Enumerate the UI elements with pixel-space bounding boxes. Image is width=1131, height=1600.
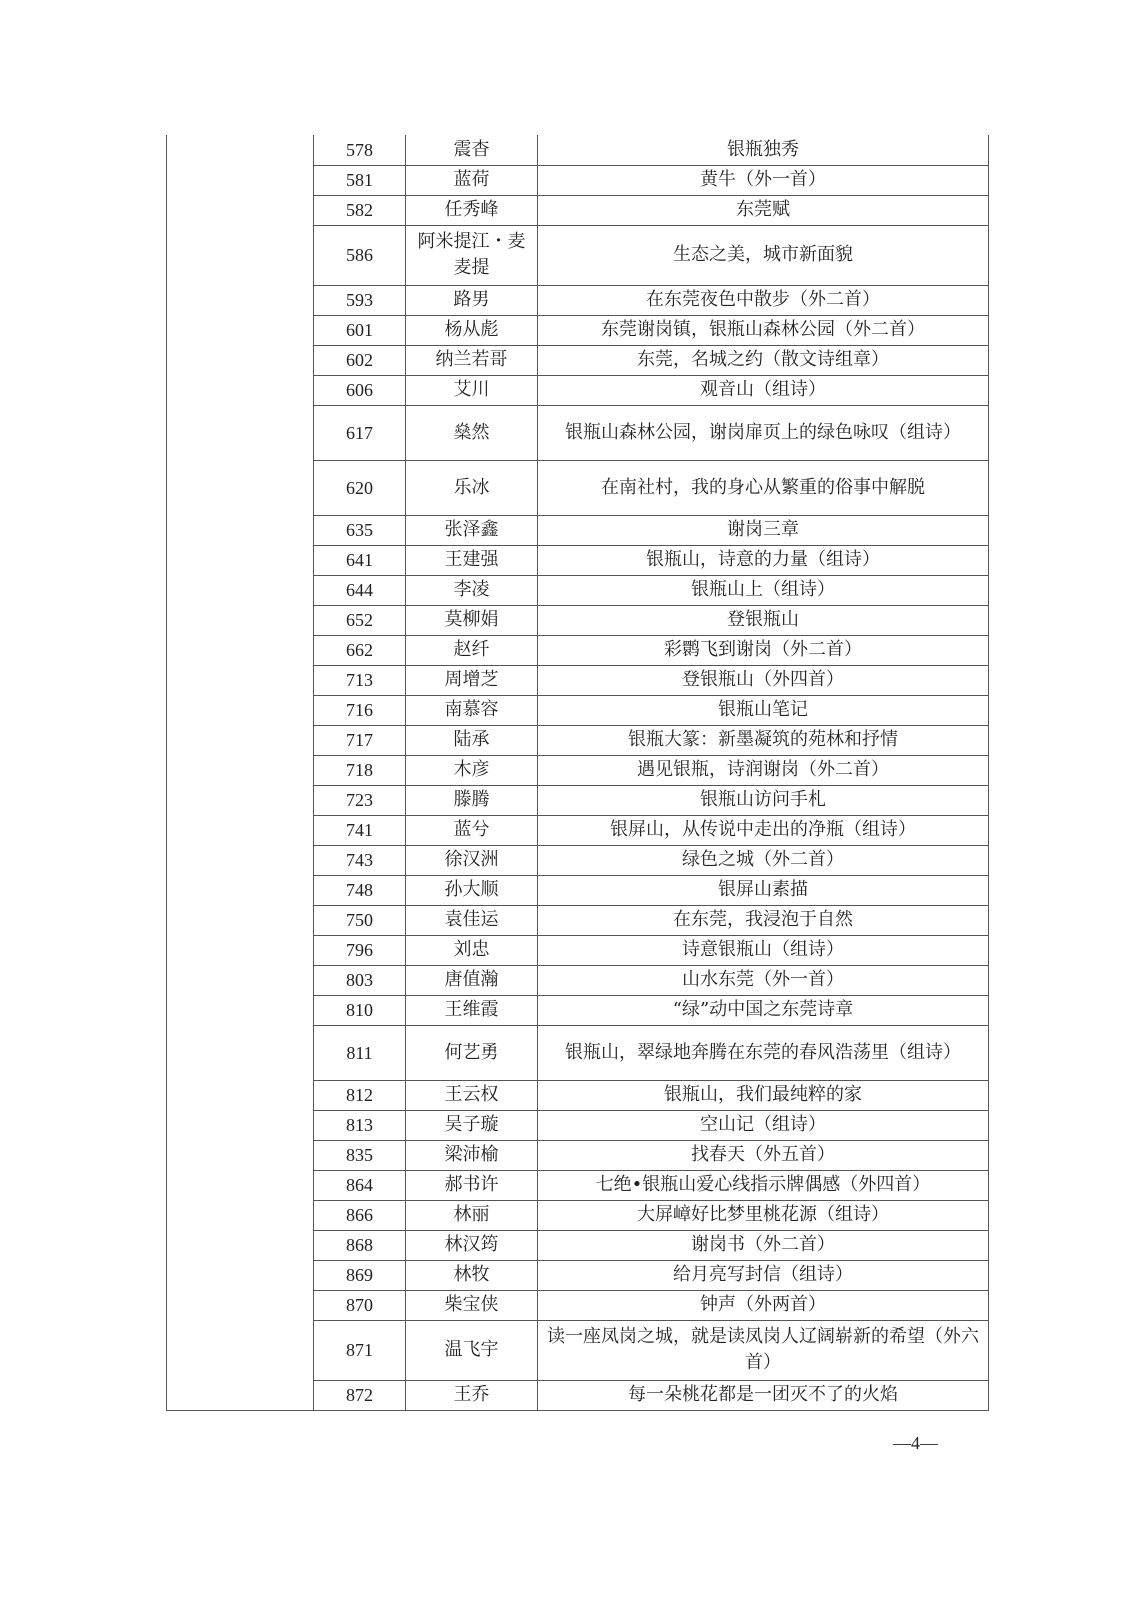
entry-author: 蓝兮 xyxy=(406,815,538,845)
entry-number: 812 xyxy=(314,1080,406,1110)
entry-author: 吴子璇 xyxy=(406,1110,538,1140)
entry-author: 南慕容 xyxy=(406,695,538,725)
entry-author: 王云权 xyxy=(406,1080,538,1110)
entry-title: 在南社村，我的身心从繁重的俗事中解脱 xyxy=(538,460,989,515)
entry-number: 662 xyxy=(314,635,406,665)
entry-title: 钟声（外两首） xyxy=(538,1290,989,1320)
entry-author: 杨从彪 xyxy=(406,315,538,345)
entry-number: 641 xyxy=(314,545,406,575)
entry-number: 811 xyxy=(314,1025,406,1080)
entry-title: 银瓶山，我们最纯粹的家 xyxy=(538,1080,989,1110)
entry-number: 723 xyxy=(314,785,406,815)
entry-number: 601 xyxy=(314,315,406,345)
entry-title: 银瓶独秀 xyxy=(538,135,989,165)
entry-author: 木彦 xyxy=(406,755,538,785)
entry-author: 王维霞 xyxy=(406,995,538,1025)
entry-author: 乐冰 xyxy=(406,460,538,515)
entry-title: 绿色之城（外二首） xyxy=(538,845,989,875)
page-number: —4— xyxy=(893,1433,938,1453)
entry-author: 滕腾 xyxy=(406,785,538,815)
entry-title: 谢岗书（外二首） xyxy=(538,1230,989,1260)
entry-number: 617 xyxy=(314,405,406,460)
entry-author: 陆承 xyxy=(406,725,538,755)
entry-title: 银瓶山上（组诗） xyxy=(538,575,989,605)
entry-title: “绿”动中国之东莞诗章 xyxy=(538,995,989,1025)
entry-author: 赵纤 xyxy=(406,635,538,665)
entry-number: 718 xyxy=(314,755,406,785)
entry-number: 864 xyxy=(314,1170,406,1200)
entry-title: 找春天（外五首） xyxy=(538,1140,989,1170)
entry-author: 刘忠 xyxy=(406,935,538,965)
entry-title: 空山记（组诗） xyxy=(538,1110,989,1140)
entry-number: 620 xyxy=(314,460,406,515)
entry-title: 银瓶山，翠绿地奔腾在东莞的春风浩荡里（组诗） xyxy=(538,1025,989,1080)
entry-title: 在东莞夜色中散步（外二首） xyxy=(538,285,989,315)
entry-title: 诗意银瓶山（组诗） xyxy=(538,935,989,965)
entry-title: 每一朵桃花都是一团灭不了的火焰 xyxy=(538,1380,989,1410)
entry-author: 张泽鑫 xyxy=(406,515,538,545)
entry-author: 蓝荷 xyxy=(406,165,538,195)
entry-number: 713 xyxy=(314,665,406,695)
entry-title: 谢岗三章 xyxy=(538,515,989,545)
entry-author: 梁沛榆 xyxy=(406,1140,538,1170)
entry-number: 868 xyxy=(314,1230,406,1260)
entry-title: 在东莞，我浸泡于自然 xyxy=(538,905,989,935)
entry-number: 652 xyxy=(314,605,406,635)
entry-title: 七绝•银瓶山爱心线指示牌偶感（外四首） xyxy=(538,1170,989,1200)
entry-title: 银瓶山森林公园，谢岗扉页上的绿色咏叹（组诗） xyxy=(538,405,989,460)
entry-author: 莫柳娟 xyxy=(406,605,538,635)
entry-number: 810 xyxy=(314,995,406,1025)
entry-number: 717 xyxy=(314,725,406,755)
entry-title: 银瓶山笔记 xyxy=(538,695,989,725)
entry-title: 银瓶山，诗意的力量（组诗） xyxy=(538,545,989,575)
entry-number: 644 xyxy=(314,575,406,605)
entry-author: 王乔 xyxy=(406,1380,538,1410)
entry-author: 任秀峰 xyxy=(406,195,538,225)
entry-number: 869 xyxy=(314,1260,406,1290)
entry-author: 李凌 xyxy=(406,575,538,605)
entry-author: 艾川 xyxy=(406,375,538,405)
entry-title: 读一座凤岗之城，就是读凤岗人辽阔崭新的希望（外六首） xyxy=(538,1320,989,1380)
entry-number: 716 xyxy=(314,695,406,725)
entry-author: 纳兰若哥 xyxy=(406,345,538,375)
entry-number: 803 xyxy=(314,965,406,995)
entry-author: 何艺勇 xyxy=(406,1025,538,1080)
entry-author: 唐值瀚 xyxy=(406,965,538,995)
entry-title: 遇见银瓶，诗润谢岗（外二首） xyxy=(538,755,989,785)
entry-title: 银瓶大篆：新墨凝筑的苑林和抒情 xyxy=(538,725,989,755)
entry-title: 东莞谢岗镇，银瓶山森林公园（外二首） xyxy=(538,315,989,345)
entry-author: 孙大顺 xyxy=(406,875,538,905)
entry-number: 581 xyxy=(314,165,406,195)
entry-author: 周增芝 xyxy=(406,665,538,695)
entry-author: 林汉筠 xyxy=(406,1230,538,1260)
entry-number: 586 xyxy=(314,225,406,285)
entry-author: 林丽 xyxy=(406,1200,538,1230)
entry-author: 王建强 xyxy=(406,545,538,575)
entry-number: 813 xyxy=(314,1110,406,1140)
entry-title: 登银瓶山（外四首） xyxy=(538,665,989,695)
category-cell xyxy=(167,135,314,1410)
entries-table-body xyxy=(167,135,989,1410)
entry-title: 大屏嶂好比梦里桃花源（组诗） xyxy=(538,1200,989,1230)
entry-title: 山水东莞（外一首） xyxy=(538,965,989,995)
entry-title: 彩鹮飞到谢岗（外二首） xyxy=(538,635,989,665)
entry-number: 835 xyxy=(314,1140,406,1170)
entry-number: 748 xyxy=(314,875,406,905)
entry-number: 870 xyxy=(314,1290,406,1320)
entry-title: 观音山（组诗） xyxy=(538,375,989,405)
entry-number: 872 xyxy=(314,1380,406,1410)
entry-author: 燊然 xyxy=(406,405,538,460)
entry-author: 郝书许 xyxy=(406,1170,538,1200)
entry-number: 871 xyxy=(314,1320,406,1380)
entry-title: 银瓶山访问手札 xyxy=(538,785,989,815)
entry-title: 生态之美，城市新面貌 xyxy=(538,225,989,285)
entry-number: 593 xyxy=(314,285,406,315)
entry-author: 阿米提江・麦麦提 xyxy=(406,225,538,285)
entry-author: 路男 xyxy=(406,285,538,315)
entry-title: 黄牛（外一首） xyxy=(538,165,989,195)
entry-number: 602 xyxy=(314,345,406,375)
entry-number: 635 xyxy=(314,515,406,545)
entry-title: 登银瓶山 xyxy=(538,605,989,635)
entry-number: 796 xyxy=(314,935,406,965)
entry-author: 温飞宇 xyxy=(406,1320,538,1380)
entry-number: 866 xyxy=(314,1200,406,1230)
table-row xyxy=(167,135,989,165)
entry-number: 606 xyxy=(314,375,406,405)
entry-number: 750 xyxy=(314,905,406,935)
entry-number: 578 xyxy=(314,135,406,165)
entry-number: 741 xyxy=(314,815,406,845)
entry-title: 东莞，名城之约（散文诗组章） xyxy=(538,345,989,375)
entry-title: 东莞赋 xyxy=(538,195,989,225)
entry-title: 银屏山，从传说中走出的净瓶（组诗） xyxy=(538,815,989,845)
entry-author: 徐汉洲 xyxy=(406,845,538,875)
entry-author: 震杳 xyxy=(406,135,538,165)
entry-author: 柴宝侠 xyxy=(406,1290,538,1320)
entry-title: 给月亮写封信（组诗） xyxy=(538,1260,989,1290)
entry-number: 743 xyxy=(314,845,406,875)
entry-number: 582 xyxy=(314,195,406,225)
entry-author: 袁佳运 xyxy=(406,905,538,935)
entry-author: 林牧 xyxy=(406,1260,538,1290)
entry-title: 银屏山素描 xyxy=(538,875,989,905)
entries-table xyxy=(166,135,989,1411)
